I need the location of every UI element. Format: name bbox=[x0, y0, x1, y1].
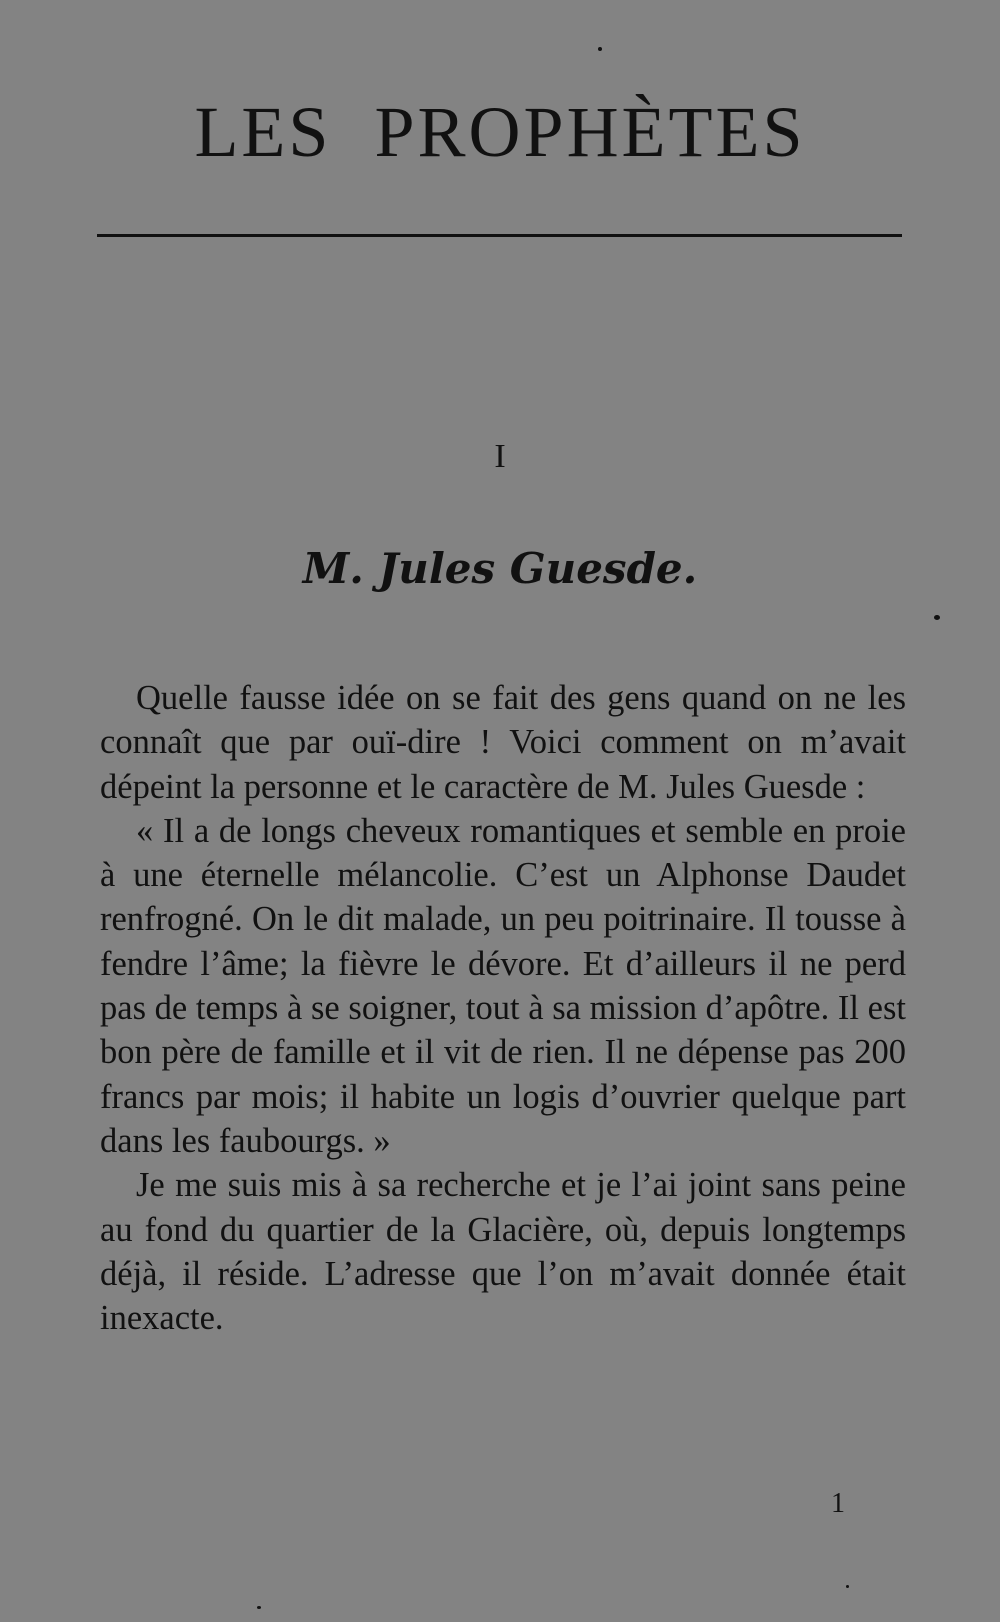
ink-speck bbox=[934, 615, 940, 620]
ink-speck bbox=[598, 47, 602, 51]
paragraph: Quelle fausse idée on se fait des gens quand on ne les connaît que par ouï-dire ! Voici comment on m’avait dépeint la personne et le caractère de M. Jules Guesde : bbox=[100, 679, 906, 806]
paragraph: « Il a de longs cheveux romantiques et semble en proie à une éternelle mélancolie. C’est un Alphonse Daudet renfrogné. On le dit malade, un peu poitrinaire. Il tousse à fendre l’âme; la fièvre le dévore. Et d’ailleurs il ne perd pas de temps à se soigner, tout à sa mission d’apôtre. Il est bon père de famille et il vit de rien. Il ne dépense pas 200 francs par mois; il habite un logis d’ouvrier quelque part dans les faubourgs. » bbox=[100, 811, 906, 1160]
chapter-title: M. Jules Guesde. bbox=[302, 544, 698, 593]
ink-speck bbox=[257, 1606, 261, 1609]
page-number: 1 bbox=[831, 1488, 845, 1519]
ink-speck bbox=[846, 1585, 849, 1588]
title-rule bbox=[97, 234, 902, 237]
body-text bbox=[100, 676, 906, 1340]
paragraph: Je me suis mis à sa recherche et je l’ai joint sans peine au fond du quartier de la Glacière, où, depuis longtemps déjà, il réside. L’adresse que l’on m’avait donnée était inexacte. bbox=[100, 1166, 906, 1338]
page-title: LES PROPHÈTES bbox=[194, 92, 806, 172]
chapter-number: I bbox=[494, 438, 506, 475]
